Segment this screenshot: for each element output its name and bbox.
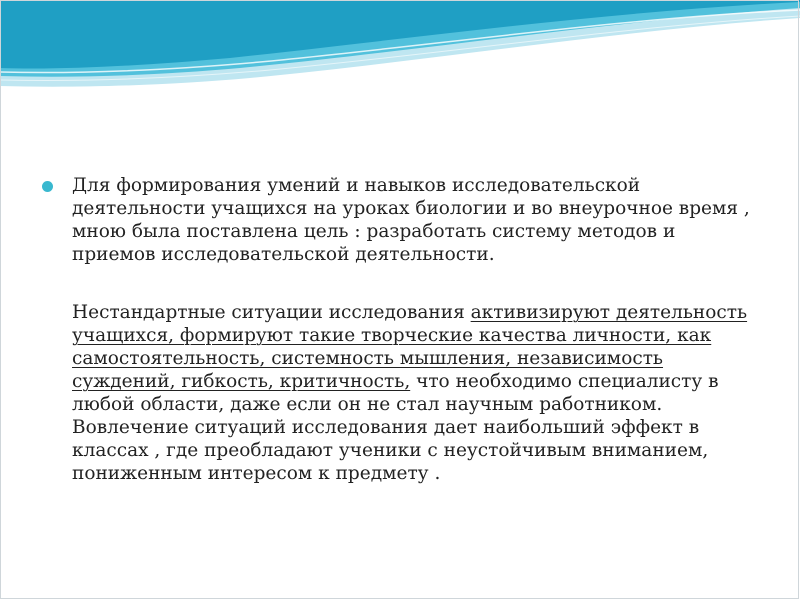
paragraph-2-rest: что необходимо специалисту в любой области, даже если он не стал научным работником. Вовлечение ситуаций исследования дает наибольший эффект в классах , где преобладают ученики с неустойчивым вниманием, пониженным интересом к предмету . — [72, 371, 719, 484]
bullet-icon — [42, 181, 53, 192]
paragraph-goal: Для формирования умений и навыков исследовательской деятельности учащихся на уроках биологии и во внеурочное время , мною была поставлена цель : разработать систему методов и приемов исследовательской деятельности. — [72, 175, 750, 265]
paragraph-2-start: Нестандартные ситуации исследования — [72, 302, 471, 323]
paragraph-nonstandard-situations — [72, 301, 762, 485]
paragraph-2-underlined: активизируют деятельность учащихся, формируют такие творческие качества личности, как самостоятельность, системность мышления, независимость суждений, гибкость, критичность, — [72, 302, 748, 392]
